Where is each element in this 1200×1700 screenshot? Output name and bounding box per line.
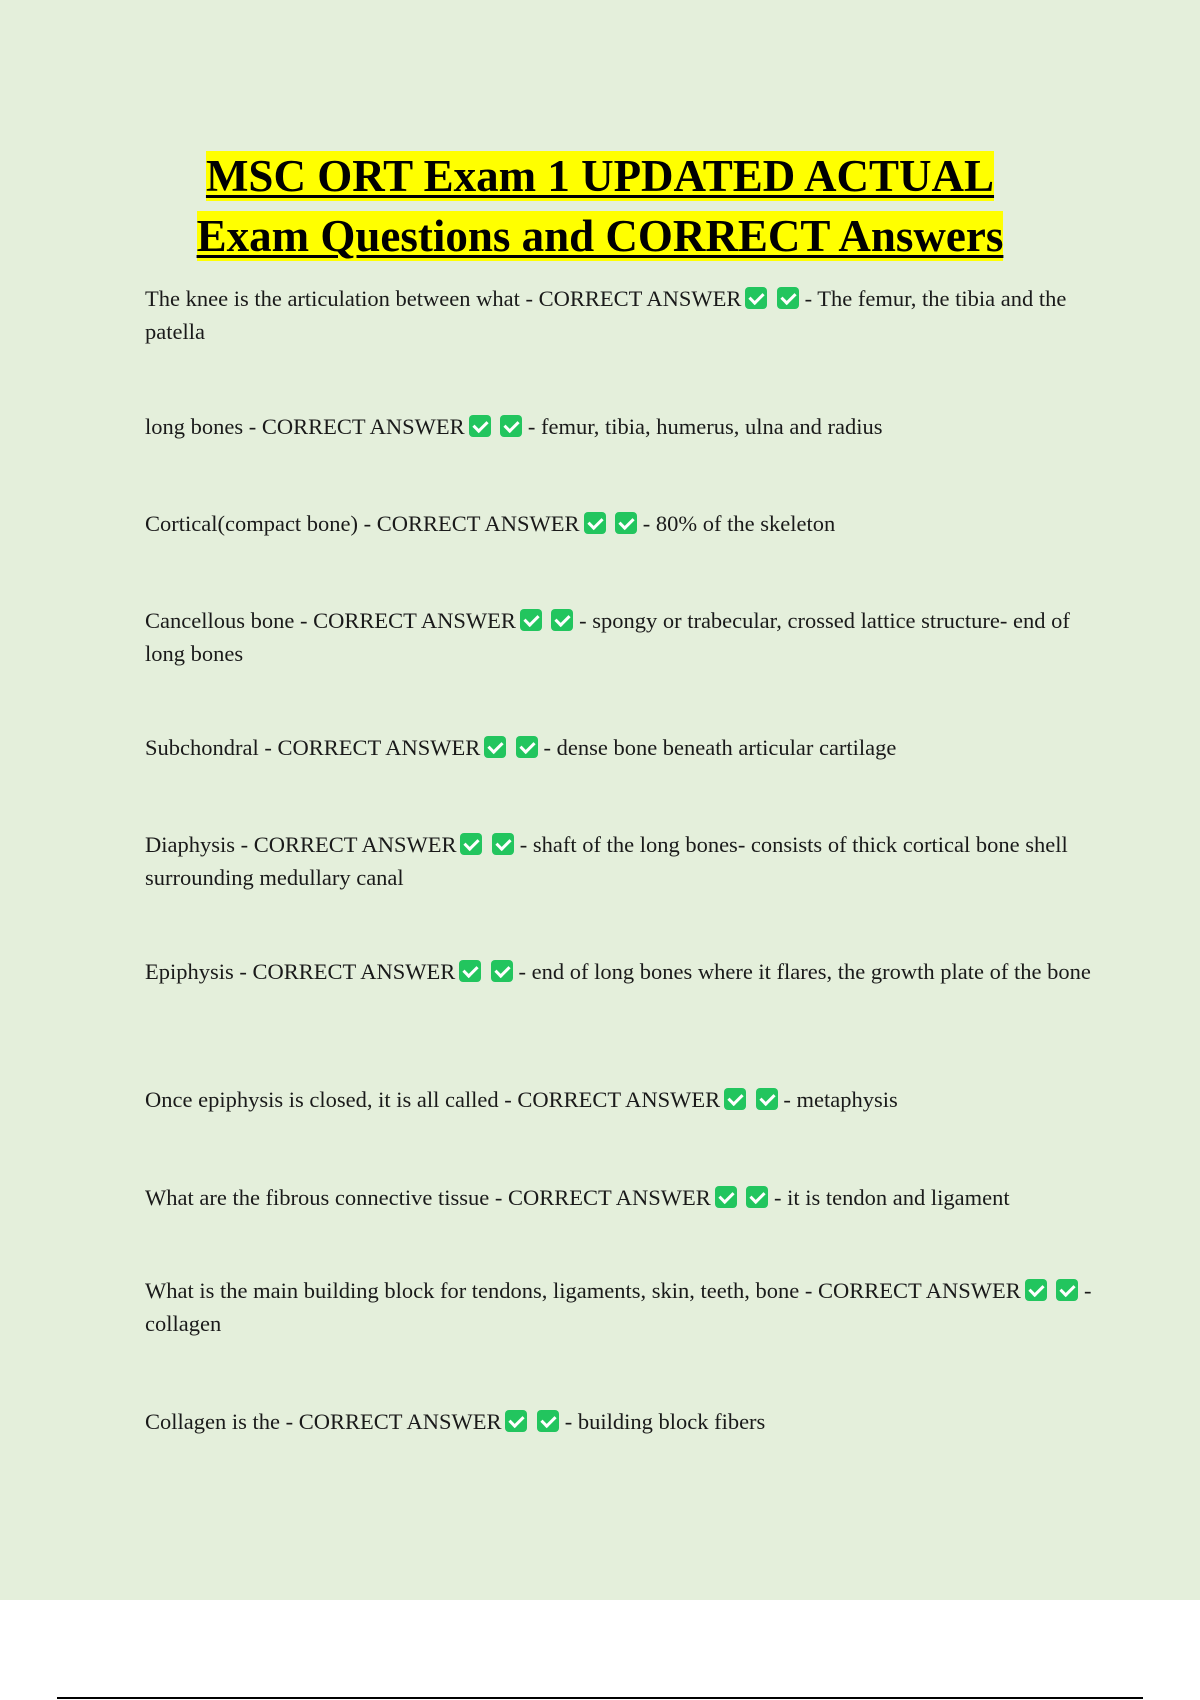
check-box-icon <box>745 287 767 309</box>
check-box-icon <box>516 736 538 758</box>
check-box-icon <box>520 609 542 631</box>
answer-text: - collagen <box>145 1278 1092 1336</box>
check-box-icon <box>469 415 491 437</box>
answer-text: - dense bone beneath articular cartilage <box>543 735 897 760</box>
qa-item <box>145 731 1095 764</box>
answer-text: - femur, tibia, humerus, ulna and radius <box>527 414 883 439</box>
qa-item <box>145 604 1095 670</box>
qa-item <box>145 828 1095 894</box>
check-box-icon <box>492 833 514 855</box>
check-box-icon <box>756 1088 778 1110</box>
check-box-icon <box>1025 1279 1047 1301</box>
check-box-icon <box>500 415 522 437</box>
qa-item <box>145 1181 1095 1214</box>
question-text: Epiphysis - CORRECT ANSWER <box>145 959 456 984</box>
question-text: What are the fibrous connective tissue - CORRECT ANSWER <box>145 1185 711 1210</box>
title-line-2: Exam Questions and CORRECT Answers <box>196 211 1004 261</box>
question-text: Collagen is the - CORRECT ANSWER <box>145 1409 502 1434</box>
check-box-icon <box>615 512 637 534</box>
document-title <box>0 146 1200 266</box>
check-box-icon <box>746 1186 768 1208</box>
check-box-icon <box>1056 1279 1078 1301</box>
check-box-icon <box>459 960 481 982</box>
answer-text: - building block fibers <box>564 1409 766 1434</box>
question-text: Cancellous bone - CORRECT ANSWER <box>145 608 516 633</box>
qa-item <box>145 507 1095 540</box>
check-box-icon <box>484 736 506 758</box>
check-box-icon <box>537 1410 559 1432</box>
answer-text: - The femur, the tibia and the patella <box>145 286 1067 344</box>
footer-divider <box>57 1697 1143 1699</box>
check-box-icon <box>551 609 573 631</box>
qa-item <box>145 1274 1095 1340</box>
answer-text: - shaft of the long bones- consists of thick cortical bone shell surrounding medullary canal <box>145 832 1068 890</box>
check-box-icon <box>724 1088 746 1110</box>
qa-item <box>145 282 1095 348</box>
question-text: Cortical(compact bone) - CORRECT ANSWER <box>145 511 580 536</box>
check-box-icon <box>460 833 482 855</box>
answer-text: - it is tendon and ligament <box>773 1185 1010 1210</box>
qa-item <box>145 410 1095 443</box>
answer-text: - spongy or trabecular, crossed lattice structure- end of long bones <box>145 608 1070 666</box>
title-line-1: MSC ORT Exam 1 UPDATED ACTUAL <box>205 151 995 201</box>
check-box-icon <box>491 960 513 982</box>
qa-item <box>145 1083 1095 1116</box>
question-text: What is the main building block for tendons, ligaments, skin, teeth, bone - CORRECT ANSWER <box>145 1278 1021 1303</box>
check-box-icon <box>505 1410 527 1432</box>
qa-item <box>145 1405 1095 1438</box>
answer-text: - 80% of the skeleton <box>642 511 836 536</box>
question-text: Diaphysis - CORRECT ANSWER <box>145 832 457 857</box>
check-box-icon <box>584 512 606 534</box>
question-text: long bones - CORRECT ANSWER <box>145 414 465 439</box>
question-text: Once epiphysis is closed, it is all called - CORRECT ANSWER <box>145 1087 721 1112</box>
check-box-icon <box>715 1186 737 1208</box>
answer-text: - end of long bones where it flares, the growth plate of the bone <box>518 959 1091 984</box>
question-text: The knee is the articulation between what - CORRECT ANSWER <box>145 286 742 311</box>
answer-text: - metaphysis <box>783 1087 898 1112</box>
question-text: Subchondral - CORRECT ANSWER <box>145 735 481 760</box>
check-box-icon <box>777 287 799 309</box>
qa-item <box>145 955 1095 988</box>
